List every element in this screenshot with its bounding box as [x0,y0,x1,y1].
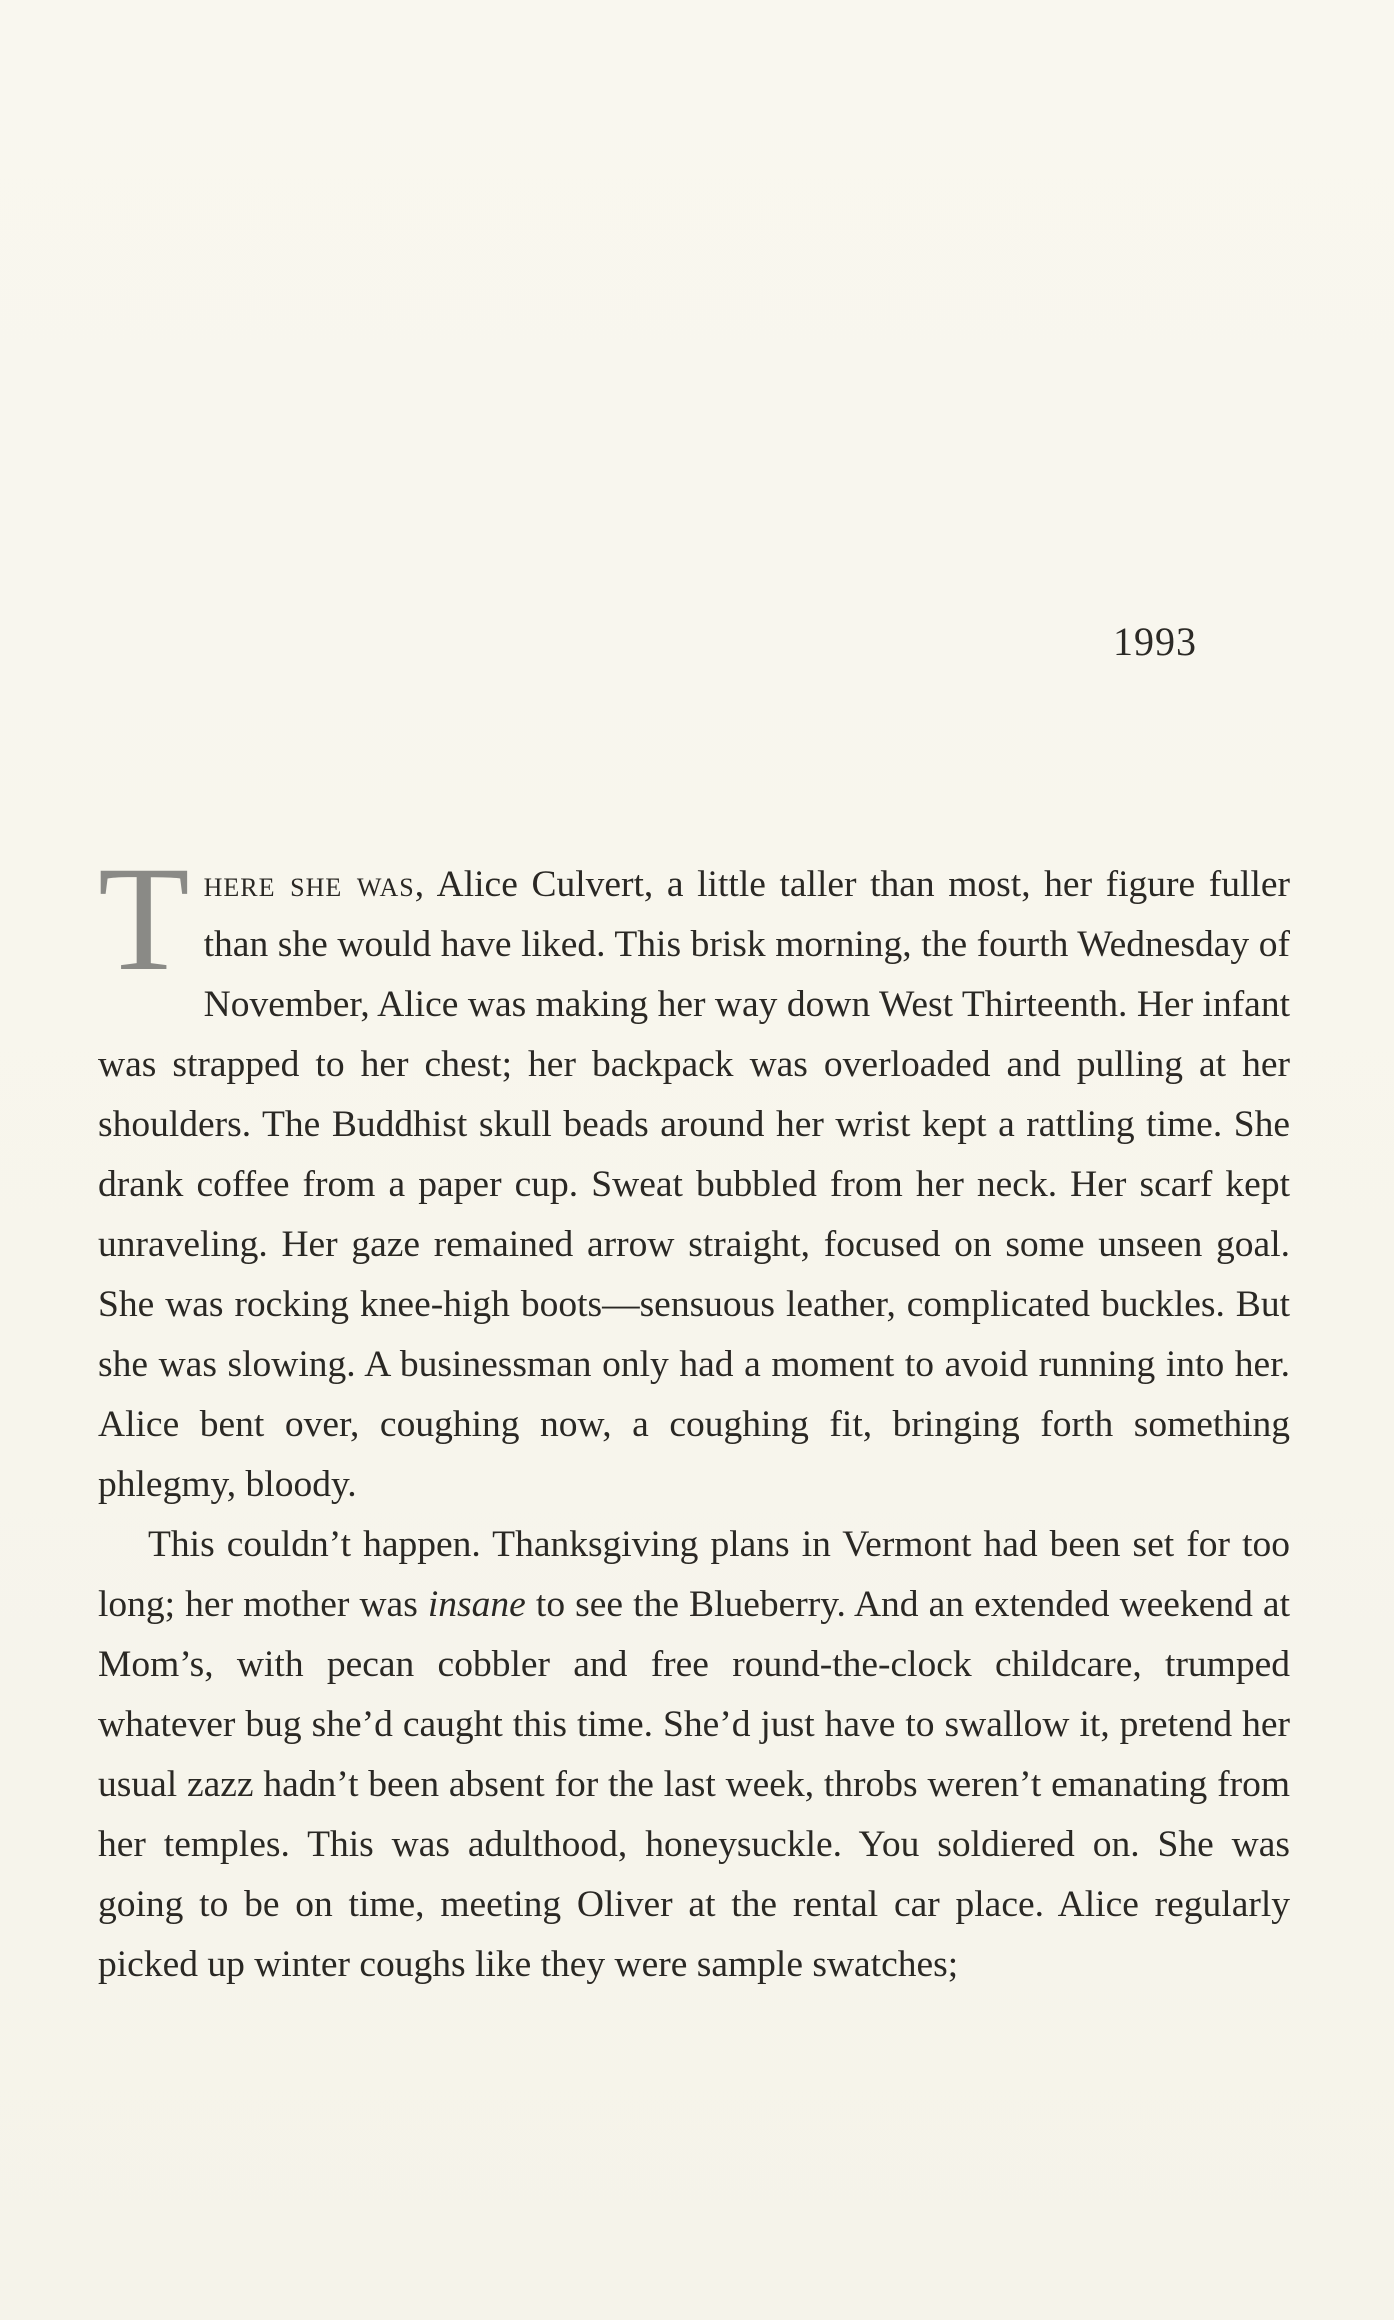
drop-cap: T [98,836,190,1002]
paragraph-2 [98,1515,1290,1995]
lead-in-smallcaps: here she was, [203,864,426,905]
paragraph-2-text-b: to see the Blueberry. And an extended weekend at Mom’s, with pecan cobbler and free round-the-clock childcare, trumped whatever bug she’d caught this time. She’d just have to swallow it, pretend her usual zazz hadn’t been absent for the last week, throbs weren’t emanating from her temples. This was adulthood, honeysuckle. You soldiered on. She was going to be on time, meeting Oliver at the rental car place. Alice regularly picked up winter coughs like they were sample swatches; [98,1584,1290,1985]
chapter-body [98,836,1290,1995]
paragraph-2-italic: insane [427,1584,526,1625]
paragraph-2-text-a: This couldn’t happen. Thanksgiving plans in Vermont had been set for too long; her mother was [98,1524,1290,1625]
paragraph-1-text: Alice Culvert, a little taller than most, her figure fuller than she would have liked. This brisk morning, the fourth Wednesday of November, Alice was making her way down West Thirteenth. Her infant was strapped to her chest; her backpack was overloaded and pulling at her shoulders. The Buddhist skull beads around her wrist kept a rattling time. She drank coffee from a paper cup. Sweat bubbled from her neck. Her scarf kept unraveling. Her gaze remained arrow straight, focused on some unseen goal. She was rocking knee-high boots—sensuous leather, complicated buckles. But she was slowing. A businessman only had a moment to avoid running into her. Alice bent over, coughing now, a coughing fit, bringing forth something phlegmy, bloody. [98,864,1290,1505]
chapter-year-heading: 1993 [1113,619,1197,664]
paragraph-1 [98,836,1290,1515]
